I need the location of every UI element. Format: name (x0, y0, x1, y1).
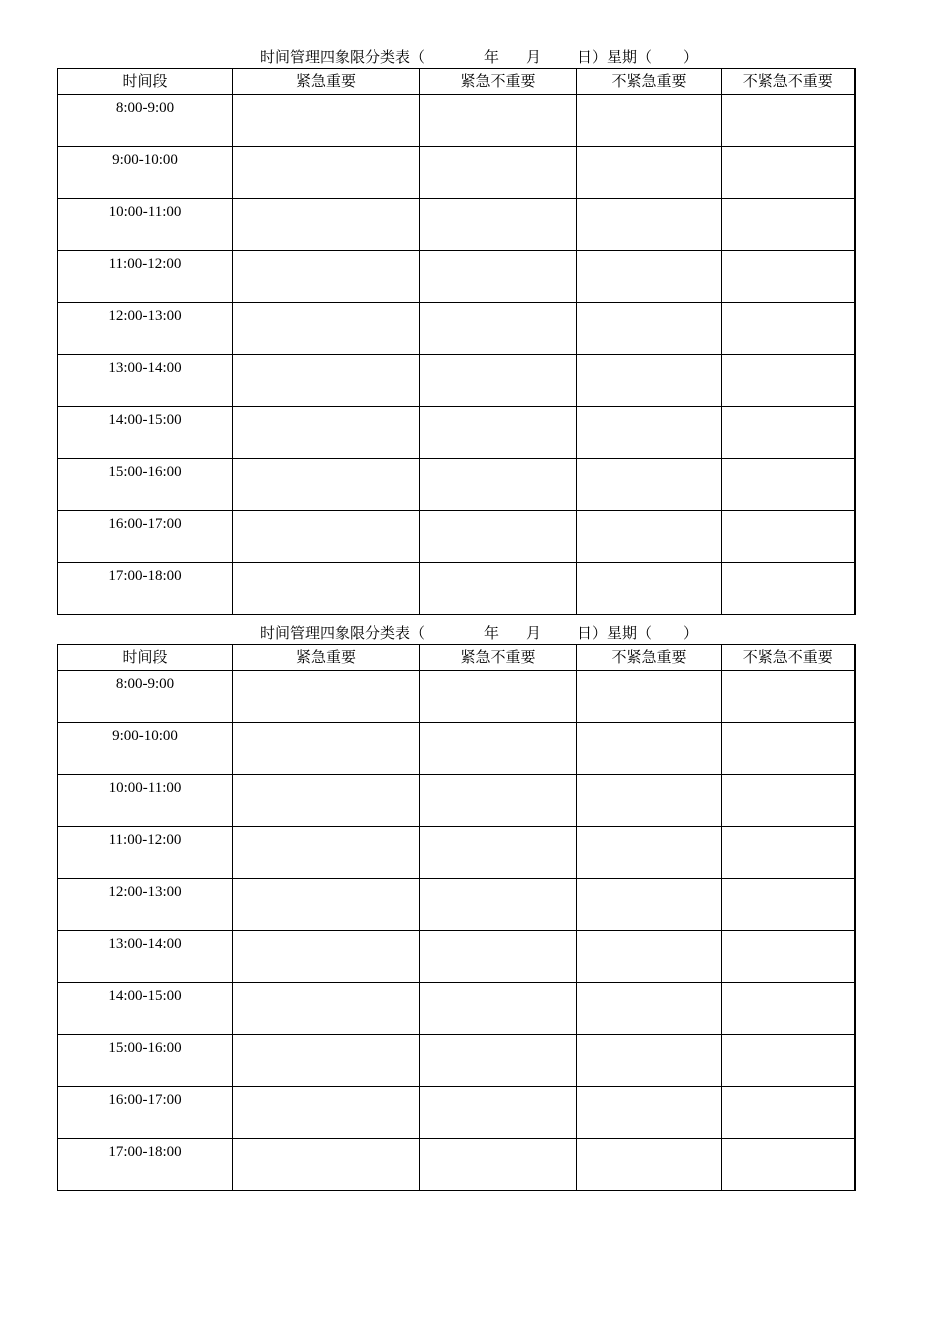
title-close: ） (683, 624, 699, 642)
cell-not-urgent-not-important[interactable] (722, 511, 855, 563)
cell-not-urgent-not-important[interactable] (722, 563, 855, 615)
cell-urgent-important[interactable] (233, 563, 420, 615)
time-slot: 15:00-16:00 (58, 459, 233, 511)
title-close: ） (683, 48, 699, 66)
table-row (58, 563, 855, 615)
time-slot: 11:00-12:00 (58, 251, 233, 303)
cell-not-urgent-not-important[interactable] (722, 199, 855, 251)
header-urgent-not-important: 紧急不重要 (420, 69, 577, 95)
table-row (58, 723, 855, 775)
table-row (58, 983, 855, 1035)
cell-urgent-not-important[interactable] (420, 1035, 577, 1087)
cell-not-urgent-not-important[interactable] (722, 147, 855, 199)
cell-urgent-important[interactable] (233, 199, 420, 251)
table-row (58, 95, 855, 147)
cell-urgent-not-important[interactable] (420, 459, 577, 511)
table-row (58, 1139, 855, 1191)
time-slot: 8:00-9:00 (58, 671, 233, 723)
cell-urgent-not-important[interactable] (420, 775, 577, 827)
cell-not-urgent-important[interactable] (577, 827, 722, 879)
cell-urgent-important[interactable] (233, 1035, 420, 1087)
cell-not-urgent-not-important[interactable] (722, 671, 855, 723)
schedule-sheet-2 (57, 622, 856, 1191)
time-slot: 8:00-9:00 (58, 95, 233, 147)
cell-not-urgent-important[interactable] (577, 1035, 722, 1087)
cell-not-urgent-not-important[interactable] (722, 1035, 855, 1087)
cell-urgent-not-important[interactable] (420, 511, 577, 563)
header-time-period: 时间段 (58, 645, 233, 671)
cell-not-urgent-important[interactable] (577, 775, 722, 827)
table-row (58, 1035, 855, 1087)
cell-not-urgent-not-important[interactable] (722, 931, 855, 983)
cell-urgent-important[interactable] (233, 147, 420, 199)
table-row (58, 199, 855, 251)
cell-not-urgent-not-important[interactable] (722, 251, 855, 303)
cell-urgent-important[interactable] (233, 355, 420, 407)
title-year: 年 (484, 624, 500, 642)
table-row (58, 671, 855, 723)
header-urgent-not-important: 紧急不重要 (420, 645, 577, 671)
cell-not-urgent-important[interactable] (577, 251, 722, 303)
cell-urgent-not-important[interactable] (420, 671, 577, 723)
header-row (58, 69, 855, 95)
cell-not-urgent-important[interactable] (577, 563, 722, 615)
cell-urgent-important[interactable] (233, 511, 420, 563)
cell-not-urgent-not-important[interactable] (722, 303, 855, 355)
time-slot: 14:00-15:00 (58, 407, 233, 459)
title-main: 时间管理四象限分类表（ (260, 624, 426, 642)
cell-urgent-not-important[interactable] (420, 879, 577, 931)
cell-not-urgent-important[interactable] (577, 355, 722, 407)
time-slot: 10:00-11:00 (58, 775, 233, 827)
time-slot: 13:00-14:00 (58, 931, 233, 983)
table-row (58, 931, 855, 983)
table-row (58, 303, 855, 355)
cell-not-urgent-important[interactable] (577, 879, 722, 931)
cell-not-urgent-not-important[interactable] (722, 1139, 855, 1191)
cell-urgent-not-important[interactable] (420, 563, 577, 615)
header-not-urgent-important: 不紧急重要 (577, 645, 722, 671)
cell-urgent-important[interactable] (233, 827, 420, 879)
cell-urgent-not-important[interactable] (420, 355, 577, 407)
cell-urgent-not-important[interactable] (420, 251, 577, 303)
title-month: 月 (526, 48, 542, 66)
table-row (58, 407, 855, 459)
cell-urgent-important[interactable] (233, 1087, 420, 1139)
table-row (58, 775, 855, 827)
table-row (58, 511, 855, 563)
cell-not-urgent-important[interactable] (577, 723, 722, 775)
title-day-weekday: 日）星期（ (577, 48, 653, 66)
time-slot: 13:00-14:00 (58, 355, 233, 407)
schedule-sheet-1 (57, 46, 856, 615)
time-slot: 11:00-12:00 (58, 827, 233, 879)
header-urgent-important: 紧急重要 (233, 645, 420, 671)
cell-not-urgent-not-important[interactable] (722, 983, 855, 1035)
time-slot: 16:00-17:00 (58, 511, 233, 563)
cell-urgent-important[interactable] (233, 723, 420, 775)
cell-urgent-important[interactable] (233, 251, 420, 303)
cell-urgent-important[interactable] (233, 303, 420, 355)
cell-not-urgent-important[interactable] (577, 303, 722, 355)
table-row (58, 251, 855, 303)
cell-not-urgent-important[interactable] (577, 95, 722, 147)
cell-urgent-important[interactable] (233, 459, 420, 511)
cell-not-urgent-not-important[interactable] (722, 827, 855, 879)
cell-not-urgent-not-important[interactable] (722, 355, 855, 407)
time-slot: 9:00-10:00 (58, 723, 233, 775)
table-row (58, 459, 855, 511)
cell-urgent-important[interactable] (233, 1139, 420, 1191)
cell-urgent-not-important[interactable] (420, 931, 577, 983)
time-slot: 17:00-18:00 (58, 1139, 233, 1191)
time-slot: 10:00-11:00 (58, 199, 233, 251)
cell-urgent-not-important[interactable] (420, 303, 577, 355)
sheet-title (57, 622, 856, 644)
sheet-title (57, 46, 856, 68)
table-row (58, 827, 855, 879)
cell-not-urgent-important[interactable] (577, 671, 722, 723)
cell-not-urgent-important[interactable] (577, 147, 722, 199)
cell-not-urgent-important[interactable] (577, 459, 722, 511)
table-row (58, 1087, 855, 1139)
header-not-urgent-important: 不紧急重要 (577, 69, 722, 95)
cell-urgent-not-important[interactable] (420, 147, 577, 199)
table-row (58, 147, 855, 199)
cell-urgent-not-important[interactable] (420, 407, 577, 459)
time-slot: 14:00-15:00 (58, 983, 233, 1035)
cell-urgent-not-important[interactable] (420, 1139, 577, 1191)
cell-urgent-important[interactable] (233, 407, 420, 459)
time-slot: 15:00-16:00 (58, 1035, 233, 1087)
time-slot: 12:00-13:00 (58, 879, 233, 931)
table-row (58, 355, 855, 407)
title-month: 月 (526, 624, 542, 642)
cell-urgent-important[interactable] (233, 775, 420, 827)
time-slot: 12:00-13:00 (58, 303, 233, 355)
cell-urgent-important[interactable] (233, 983, 420, 1035)
cell-not-urgent-important[interactable] (577, 931, 722, 983)
cell-urgent-important[interactable] (233, 671, 420, 723)
cell-not-urgent-not-important[interactable] (722, 95, 855, 147)
cell-not-urgent-not-important[interactable] (722, 775, 855, 827)
cell-urgent-not-important[interactable] (420, 827, 577, 879)
title-main: 时间管理四象限分类表（ (260, 48, 426, 66)
cell-not-urgent-important[interactable] (577, 511, 722, 563)
header-time-period: 时间段 (58, 69, 233, 95)
cell-urgent-not-important[interactable] (420, 95, 577, 147)
time-slot: 9:00-10:00 (58, 147, 233, 199)
cell-urgent-important[interactable] (233, 879, 420, 931)
table-row (58, 879, 855, 931)
time-slot: 16:00-17:00 (58, 1087, 233, 1139)
cell-not-urgent-not-important[interactable] (722, 1087, 855, 1139)
title-year: 年 (484, 48, 500, 66)
title-day-weekday: 日）星期（ (577, 624, 653, 642)
cell-not-urgent-not-important[interactable] (722, 407, 855, 459)
cell-urgent-not-important[interactable] (420, 1087, 577, 1139)
cell-not-urgent-not-important[interactable] (722, 723, 855, 775)
cell-not-urgent-not-important[interactable] (722, 459, 855, 511)
quadrant-table (57, 68, 856, 615)
cell-not-urgent-important[interactable] (577, 407, 722, 459)
header-not-urgent-not-important: 不紧急不重要 (722, 69, 855, 95)
cell-not-urgent-important[interactable] (577, 983, 722, 1035)
cell-not-urgent-important[interactable] (577, 199, 722, 251)
cell-urgent-important[interactable] (233, 931, 420, 983)
cell-not-urgent-not-important[interactable] (722, 879, 855, 931)
cell-urgent-not-important[interactable] (420, 723, 577, 775)
cell-urgent-not-important[interactable] (420, 983, 577, 1035)
header-row (58, 645, 855, 671)
header-not-urgent-not-important: 不紧急不重要 (722, 645, 855, 671)
cell-urgent-important[interactable] (233, 95, 420, 147)
quadrant-table (57, 644, 856, 1191)
cell-not-urgent-important[interactable] (577, 1087, 722, 1139)
cell-not-urgent-important[interactable] (577, 1139, 722, 1191)
cell-urgent-not-important[interactable] (420, 199, 577, 251)
time-slot: 17:00-18:00 (58, 563, 233, 615)
header-urgent-important: 紧急重要 (233, 69, 420, 95)
